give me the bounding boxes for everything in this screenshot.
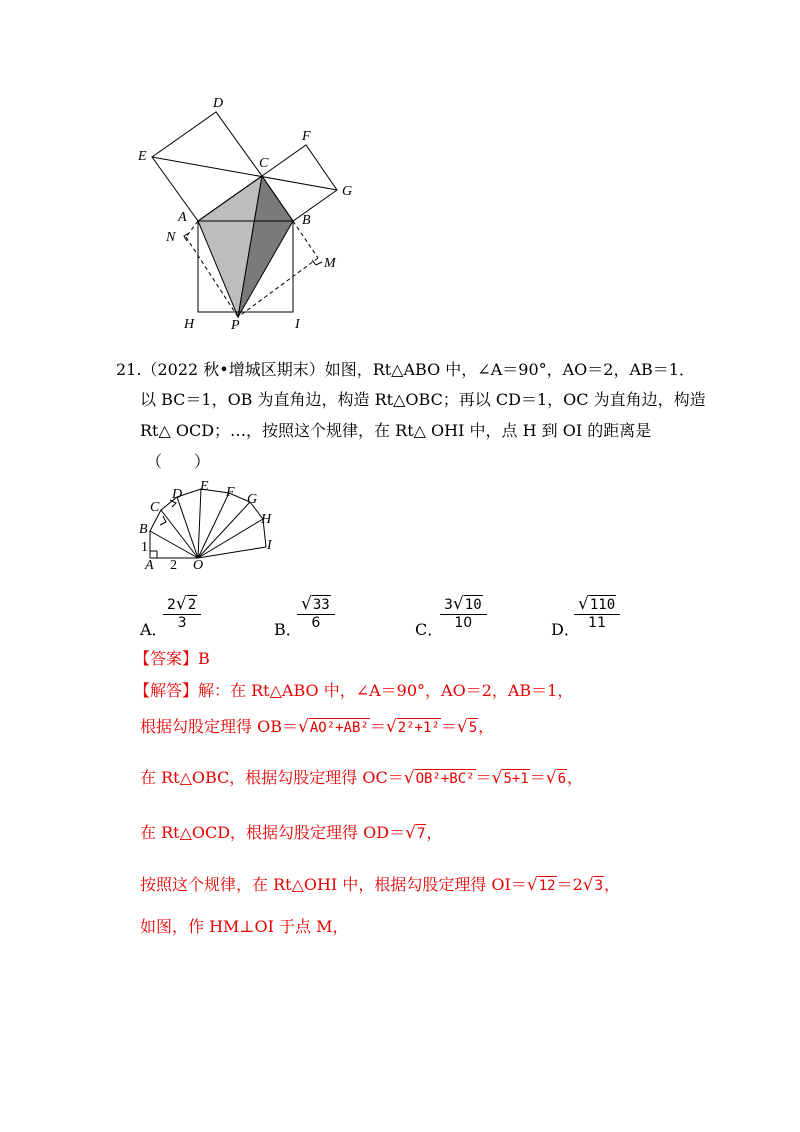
label-g: G [342,184,353,199]
label-a: A [178,210,187,225]
option-c-letter: C． [415,620,444,639]
spiral-label-c: C [150,500,160,515]
option-a-fraction: $\frac{2√2}{3}$ [163,594,201,631]
answer-value: B [198,649,210,668]
label-d: D [213,96,224,111]
question-line-1 [116,360,695,380]
spiral-label-b: B [139,522,148,537]
label-p: P [231,318,240,333]
solution-text-1: 解：在 Rt△ABO 中，∠A＝90°，AO＝2，AB＝1， [198,681,574,700]
question-source: （2022 秋•增城区期末） [141,360,325,379]
question-text-2: 以 BC＝1，OB 为直角边，构造 Rt△OBC；再以 CD＝1，OC 为直角边，构造 [140,390,706,409]
spiral-label-a: A [145,558,154,573]
question-line-3 [140,421,651,441]
question-line-2 [140,390,706,410]
solution-line-5: 按照这个规律，在 Rt△OHI 中，根据勾股定理得 OI＝√12＝2√3， [140,875,621,895]
dashed-an [186,221,198,237]
solution-line-2: 根据勾股定理得 OB＝√AO²+AB²＝√2²+1²＝√5， [140,717,495,737]
answer-line [134,649,210,669]
option-d-fraction: $\frac{√110}{11}$ [574,594,620,631]
label-e: E [138,149,147,164]
solution-line-4: 在 Rt△OCD，根据勾股定理得 OD＝√7， [140,823,443,843]
question-line-4 [146,452,210,472]
question-text-3: Rt△ OCD；…，按照这个规律，在 Rt△ OHI 中，点 H 到 OI 的距离是 [140,421,652,440]
solution-text-6: 如图，作 HM⊥OI 于点 M， [140,917,349,936]
label-f: F [302,129,311,144]
option-b-fraction: $\frac{√33}{6}$ [297,594,335,631]
label-c: C [259,156,269,171]
spiral-label-f: F [226,485,235,500]
spiral-label-d: D [172,487,183,502]
label-h: H [184,317,195,332]
option-d-letter: D． [551,620,580,639]
question-text-1: 如图，Rt△ABO 中，∠A＝90°，AO＝2，AB＝1． [324,360,695,379]
spiral-label-ao-length: 2 [170,558,177,573]
option-b-letter: B． [274,620,302,639]
label-m: M [324,256,336,271]
figure-squares-kite [130,90,370,340]
spiral-label-e: E [200,479,209,494]
solution-line-3: 在 Rt△OBC，根据勾股定理得 OC＝√OB²+BC²＝√5+1＝√6， [140,768,584,788]
label-i: I [295,317,300,332]
spiral-label-i: I [267,538,272,553]
label-n: N [166,230,176,245]
solution-line-1 [134,681,573,701]
answer-blank: （ ） [146,452,211,471]
option-a-letter: A． [140,620,168,639]
question-number: 21. [116,360,142,379]
spiral-label-o: O [193,558,204,573]
line-eg [152,157,337,190]
spiral-label-h: H [261,512,272,527]
spiral-label-ab-length: 1 [141,540,148,555]
label-b: B [302,213,311,228]
answer-tag: 【答案】 [134,649,199,668]
right-angle-m [312,260,322,265]
solution-tag: 【解答】 [134,681,199,700]
option-c-fraction: $\frac{3√10}{10}$ [440,594,487,631]
spiral-label-g: G [247,492,258,507]
solution-line-6 [140,917,348,937]
